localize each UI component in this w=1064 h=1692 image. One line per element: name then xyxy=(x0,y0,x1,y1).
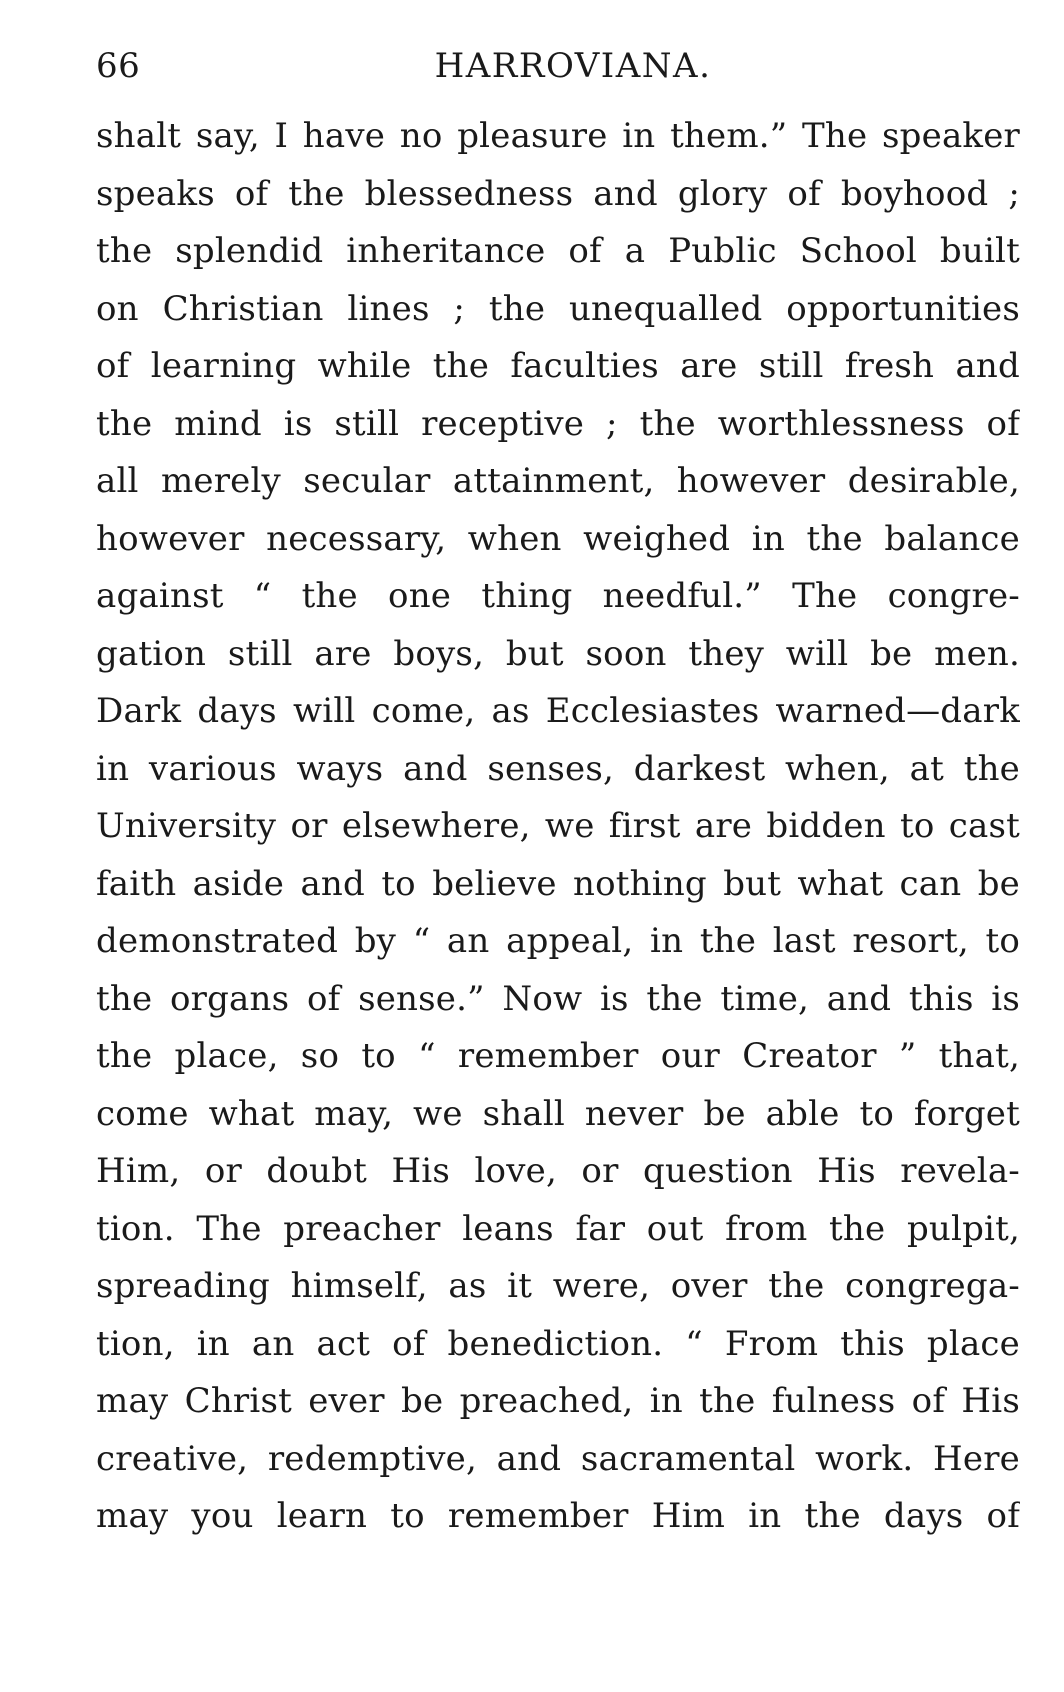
text-line: the splendid inheritance of a Public School built xyxy=(96,231,1020,271)
text-line: speaks of the blessedness and glory of boyhood ; xyxy=(96,173,1020,214)
text-line: all merely secular attainment, however desirable, xyxy=(96,461,1020,501)
text-line: Dark days will come, as Ecclesiastes warned—dark xyxy=(96,691,1020,731)
text-line: shalt say, I have no pleasure in them.” The speaker xyxy=(96,116,1020,156)
page-number: 66 xyxy=(96,46,141,86)
running-head xyxy=(96,46,1020,86)
text-line: come what may, we shall never be able to forget xyxy=(96,1093,1020,1134)
text-line: against “ the one thing needful.” The congre- xyxy=(96,576,1020,616)
text-line: the mind is still receptive ; the worthlessness of xyxy=(96,403,1020,444)
body-text xyxy=(96,108,1020,1546)
text-line: the place, so to “ remember our Creator ” that, xyxy=(96,1036,1020,1076)
text-line: faith aside and to believe nothing but what can be xyxy=(96,863,1020,904)
text-line: demonstrated by “ an appeal, in the last resort, to xyxy=(96,921,1020,961)
text-line: the organs of sense.” Now is the time, and this is xyxy=(96,978,1020,1019)
text-line: tion, in an act of benediction. “ From this place xyxy=(96,1323,1020,1364)
text-line: University or elsewhere, we first are bidden to cast xyxy=(96,806,1020,846)
text-line: however necessary, when weighed in the balance xyxy=(96,518,1020,559)
text-line: may Christ ever be preached, in the fulness of His xyxy=(96,1381,1020,1421)
text-line: on Christian lines ; the unequalled opportunities xyxy=(96,288,1020,329)
text-line: creative, redemptive, and sacramental work. Here xyxy=(96,1438,1020,1479)
text-line: spreading himself, as it were, over the congrega- xyxy=(96,1266,1020,1306)
text-line: Him, or doubt His love, or question His revela- xyxy=(96,1151,1020,1191)
text-line: in various ways and senses, darkest when, at the xyxy=(96,748,1020,789)
text-line: tion. The preacher leans far out from the pulpit, xyxy=(96,1208,1020,1249)
text-line: may you learn to remember Him in the days of xyxy=(96,1496,1020,1536)
running-title: HARROVIANA. xyxy=(434,46,712,86)
text-line: gation still are boys, but soon they will be men. xyxy=(96,633,1020,674)
text-line: of learning while the faculties are still fresh and xyxy=(96,346,1020,386)
